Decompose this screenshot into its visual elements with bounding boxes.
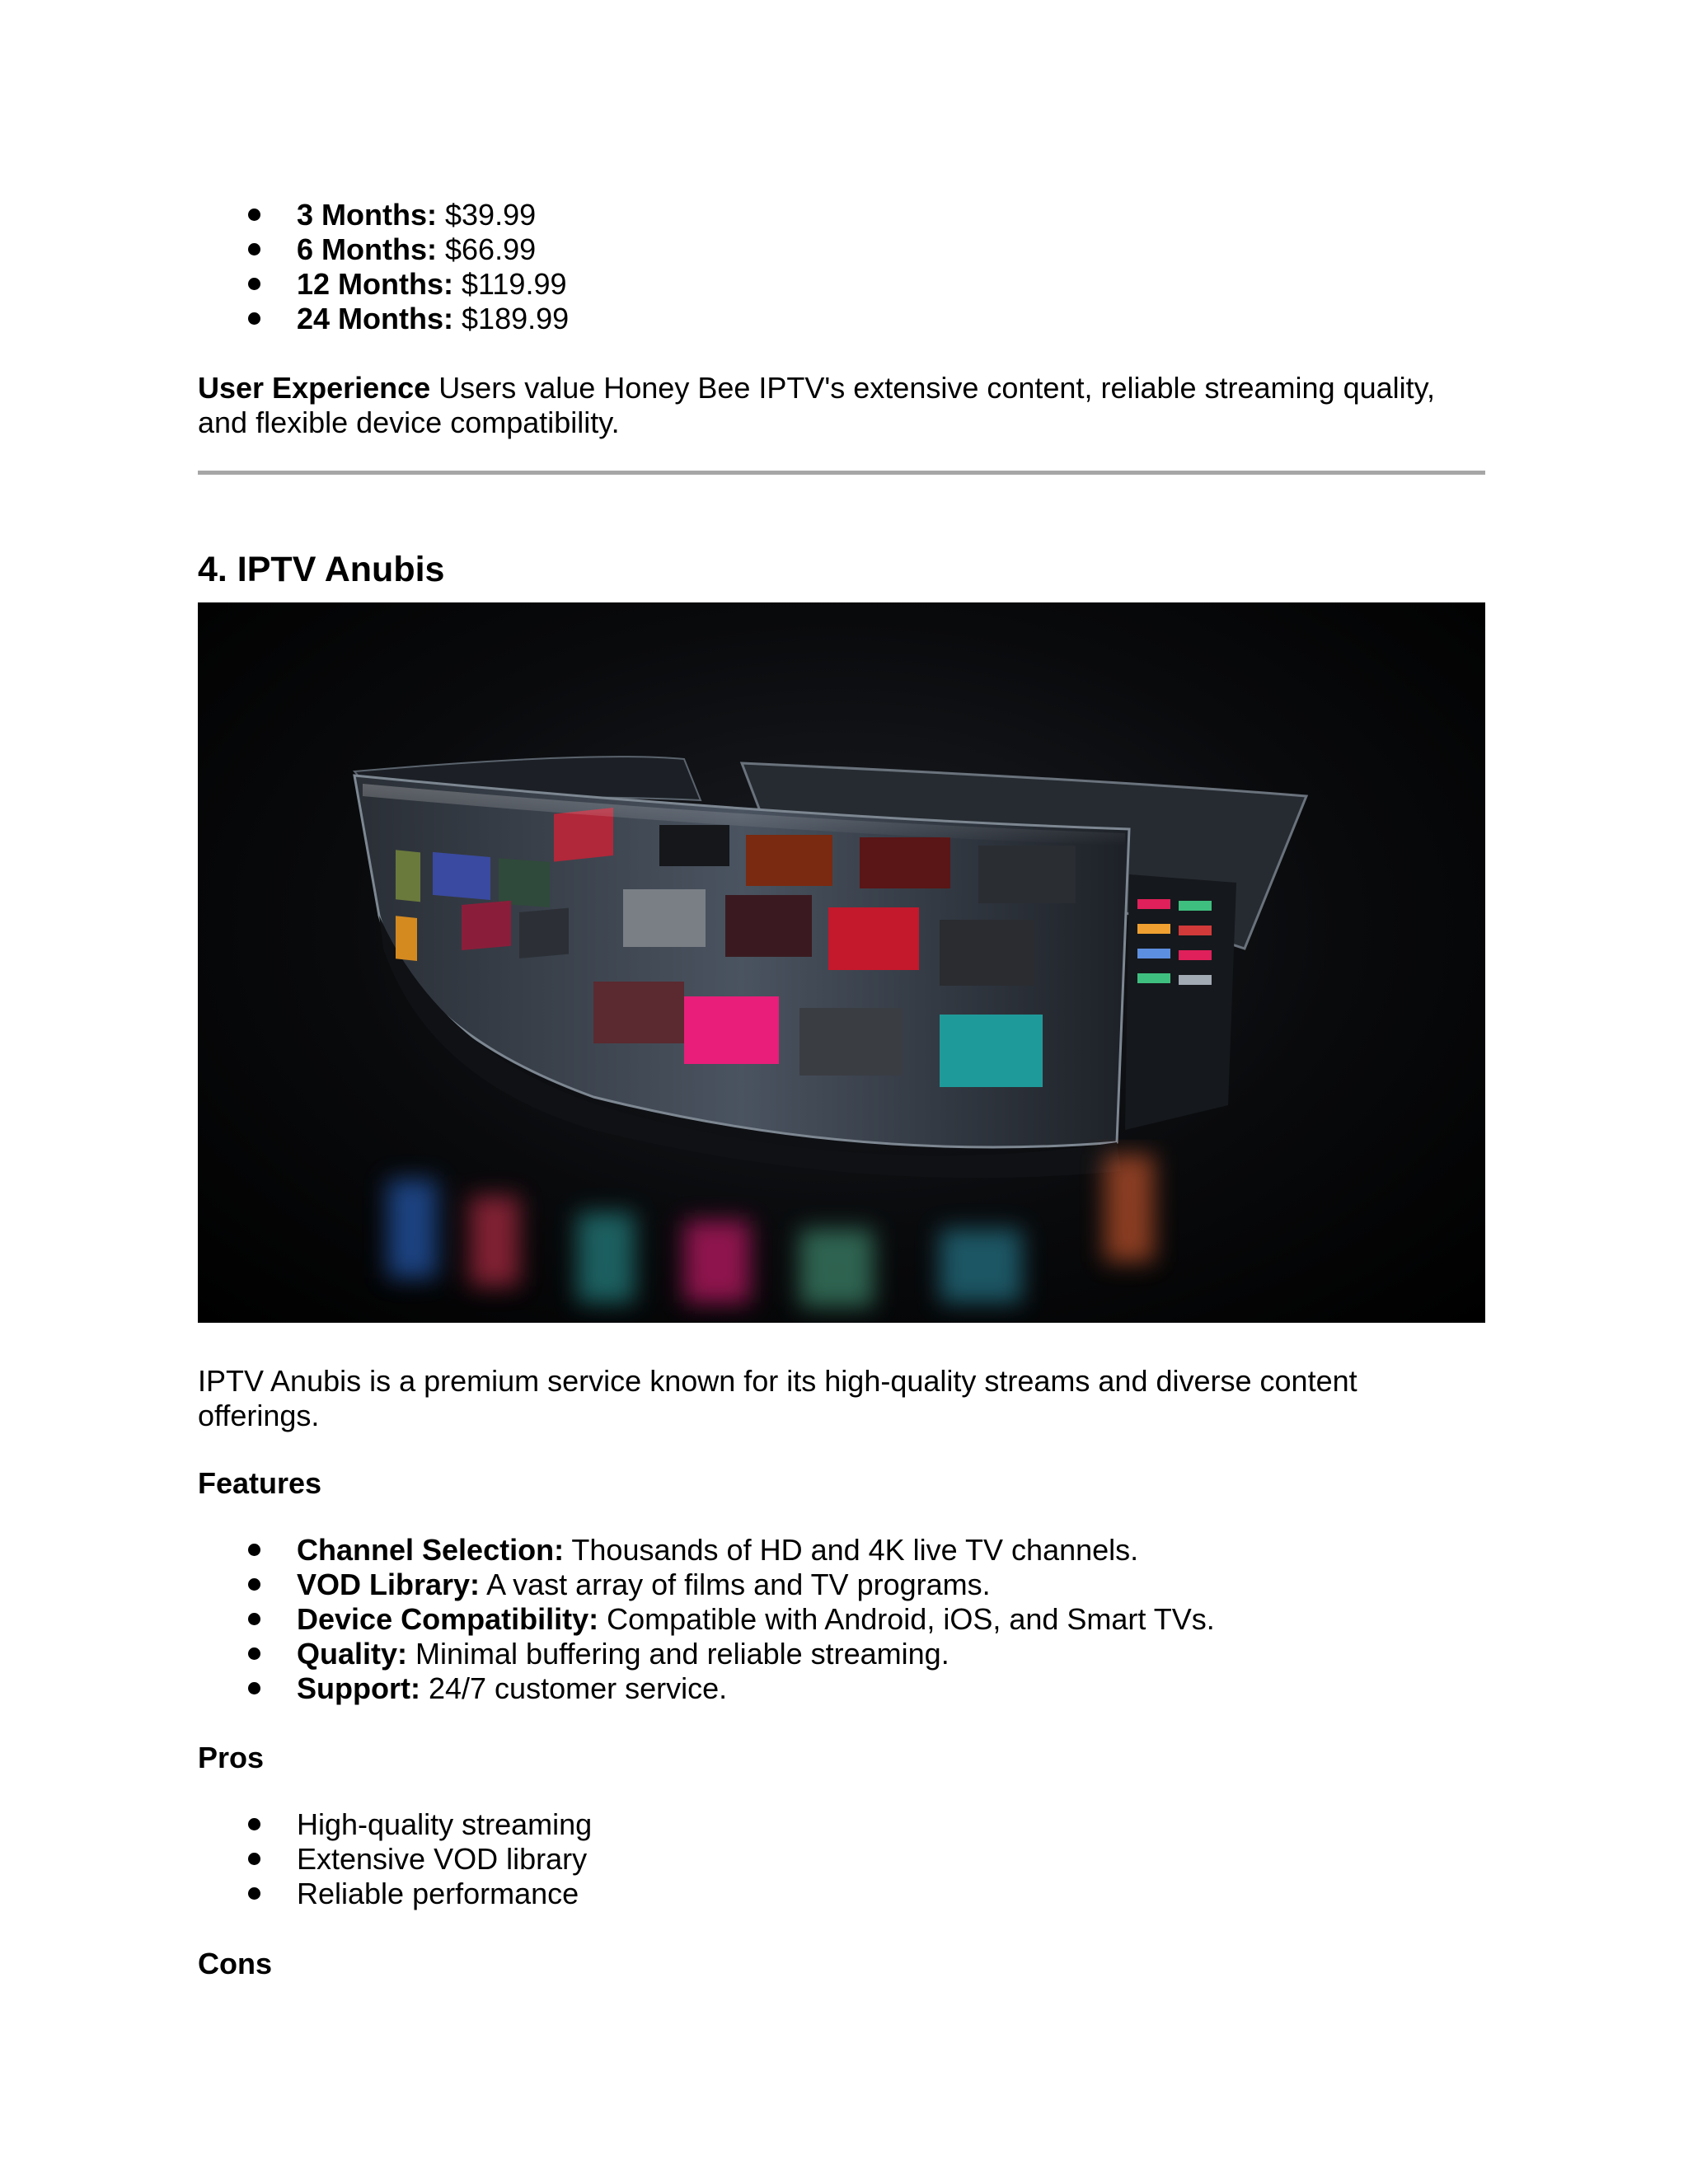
section-heading: 4. IPTV Anubis: [198, 550, 445, 589]
cons-heading: Cons: [198, 1947, 272, 1980]
pricing-item: 3 Months: $39.99: [198, 198, 569, 232]
bullet-icon: [248, 1853, 260, 1865]
features-list: [198, 1533, 1215, 1706]
tv-screen-illustration: [198, 602, 1485, 1323]
bullet-icon: [248, 1647, 260, 1660]
intro-paragraph: IPTV Anubis is a premium service known for its high-quality streams and diverse content offerings.: [198, 1364, 1357, 1432]
pricing-item: 6 Months: $66.99: [198, 232, 569, 267]
bullet-icon: [248, 209, 260, 221]
bullet-icon: [248, 1682, 260, 1694]
bullet-icon: [248, 1887, 260, 1900]
user-experience-paragraph: [198, 371, 1485, 440]
hero-image: [198, 602, 1485, 1323]
pricing-item: 12 Months: $119.99: [198, 267, 569, 302]
user-experience-text: Users value Honey Bee IPTV's extensive content, reliable streaming quality, and flexible device compatibility.: [198, 371, 1435, 439]
feature-item: Device Compatibility: Compatible with Android, iOS, and Smart TVs.: [198, 1602, 1215, 1637]
pricing-item: 24 Months: $189.99: [198, 302, 569, 336]
feature-item: VOD Library: A vast array of films and TV programs.: [198, 1568, 1215, 1602]
bullet-icon: [248, 1544, 260, 1556]
bullet-icon: [248, 1578, 260, 1591]
pro-item: Extensive VOD library: [198, 1842, 592, 1877]
pro-item: High-quality streaming: [198, 1807, 592, 1842]
bullet-icon: [248, 312, 260, 325]
pricing-list: [198, 198, 569, 336]
bullet-icon: [248, 1613, 260, 1625]
bullet-icon: [248, 1818, 260, 1830]
feature-item: Quality: Minimal buffering and reliable streaming.: [198, 1637, 1215, 1671]
section-divider: [198, 471, 1485, 475]
pros-heading: Pros: [198, 1741, 265, 1774]
bullet-icon: [248, 278, 260, 290]
features-heading: Features: [198, 1466, 322, 1500]
bullet-icon: [248, 243, 260, 255]
user-experience-label: User Experience: [198, 371, 431, 405]
pro-item: Reliable performance: [198, 1877, 592, 1911]
feature-item: Channel Selection: Thousands of HD and 4K live TV channels.: [198, 1533, 1215, 1568]
feature-item: Support: 24/7 customer service.: [198, 1671, 1215, 1706]
pros-list: [198, 1807, 592, 1911]
